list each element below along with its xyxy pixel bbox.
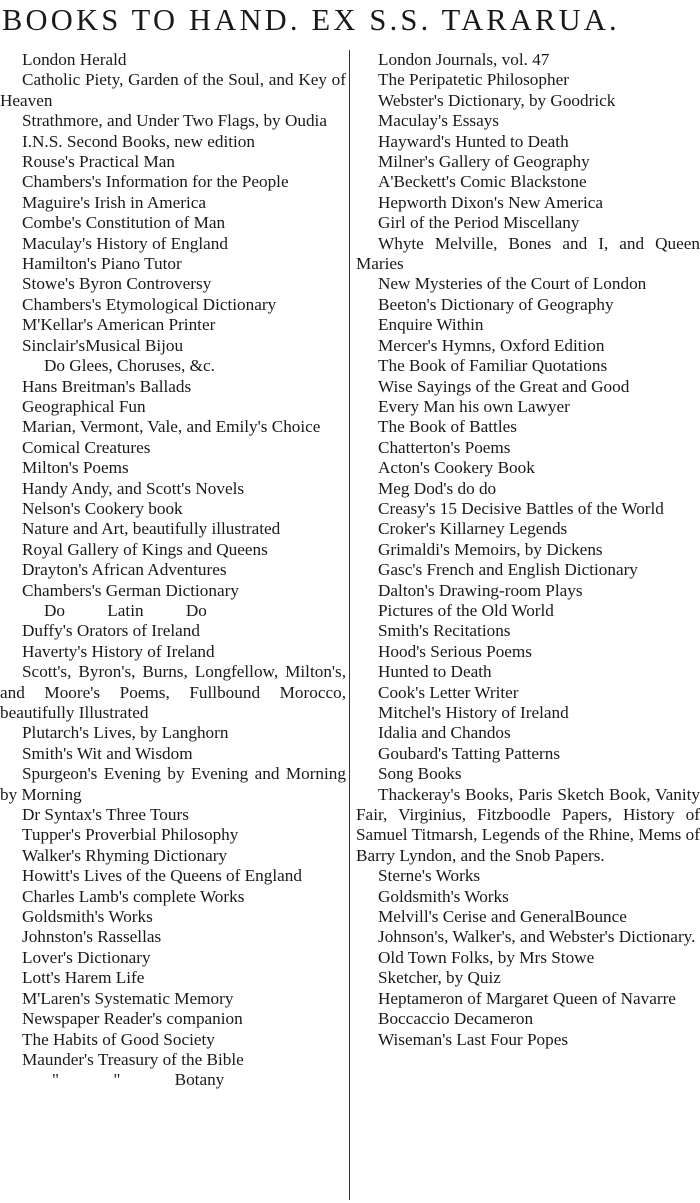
list-item: Newspaper Reader's companion <box>22 1009 243 1029</box>
list-item: Scott's, Byron's, Burns, Longfellow, Milton's, and Moore's Poems, Fullbound Morocco, beautifully Illustrated <box>0 662 346 722</box>
list-item: Dr Syntax's Three Tours <box>22 805 189 825</box>
column-divider <box>349 50 350 1200</box>
list-item: Wise Sayings of the Great and Good <box>378 376 630 396</box>
list-item: Walker's Rhyming Dictionary <box>22 845 228 865</box>
list-item: Howitt's Lives of the Queens of England <box>22 866 302 886</box>
list-item: London Herald <box>22 50 127 69</box>
list-item: Meg Dod's do do <box>378 478 497 498</box>
list-item: Sinclair'sMusical Bijou <box>22 335 184 355</box>
list-item: Thackeray's Books, Paris Sketch Book, Vanity Fair, Virginius, Fitzboodle Papers, History of Samuel Titmarsh, Legends of the Rhine, Mems of Barry Lyndon, and the Snob Papers. <box>356 784 700 865</box>
list-item: Rouse's Practical Man <box>22 152 175 172</box>
list-item: Nature and Art, beautifully illustrated <box>22 519 281 539</box>
list-item: Hepworth Dixon's New America <box>378 192 604 212</box>
list-item: Sterne's Works <box>378 866 481 886</box>
list-item: Song Books <box>378 764 462 784</box>
list-item: Cook's Letter Writer <box>378 682 519 702</box>
list-item: Enquire Within <box>378 315 484 335</box>
list-item: Hans Breitman's Ballads <box>22 376 192 396</box>
right-column <box>356 50 700 1050</box>
list-item: Marian, Vermont, Vale, and Emily's Choice <box>22 417 321 437</box>
list-item: Geographical Fun <box>22 396 146 416</box>
list-item: Spurgeon's Evening by Evening and Morning by Morning <box>0 764 346 804</box>
list-item: The Book of Battles <box>378 417 517 437</box>
list-item: Johnson's, Walker's, and Webster's Dictionary. <box>378 927 696 947</box>
list-item: New Mysteries of the Court of London <box>378 274 647 294</box>
list-item: The Peripatetic Philosopher <box>378 70 569 90</box>
list-item: Smith's Recitations <box>378 621 511 641</box>
list-item: Lover's Dictionary <box>22 947 151 967</box>
list-item: Maunder's Treasury of the Bible <box>22 1049 244 1069</box>
list-item: Stowe's Byron Controversy <box>22 274 212 294</box>
list-item: Do Glees, Choruses, &c. <box>44 356 215 376</box>
list-item: Beeton's Dictionary of Geography <box>378 294 614 314</box>
list-item: M'Kellar's American Printer <box>22 315 216 335</box>
list-item: Plutarch's Lives, by Langhorn <box>22 723 229 743</box>
list-item: Gasc's French and English Dictionary <box>378 560 638 580</box>
list-item: Melvill's Cerise and GeneralBounce <box>378 907 627 927</box>
page-title: BOOKS TO HAND. EX S.S. TARARUA. <box>2 3 620 37</box>
list-item: Haverty's History of Ireland <box>22 641 215 661</box>
list-item: Hamilton's Piano Tutor <box>22 254 182 274</box>
list-item: Tupper's Proverbial Philosophy <box>22 825 239 845</box>
list-item: Webster's Dictionary, by Goodrick <box>378 90 616 110</box>
list-item: Comical Creatures <box>22 437 151 457</box>
list-item: Milton's Poems <box>22 458 129 478</box>
list-item: Grimaldi's Memoirs, by Dickens <box>378 539 603 559</box>
list-item: Chambers's German Dictionary <box>22 580 239 600</box>
list-item: Smith's Wit and Wisdom <box>22 743 193 763</box>
list-item: Hayward's Hunted to Death <box>378 131 569 151</box>
list-item: Strathmore, and Under Two Flags, by Oudia <box>22 111 327 131</box>
list-item: Chambers's Etymological Dictionary <box>22 294 277 314</box>
list-item: Croker's Killarney Legends <box>378 519 568 539</box>
list-item: The Book of Familiar Quotations <box>378 356 608 376</box>
list-item: Dalton's Drawing-room Plays <box>378 580 583 600</box>
list-item: Whyte Melville, Bones and I, and Queen Maries <box>356 233 700 274</box>
list-item: Chatterton's Poems <box>378 437 511 457</box>
list-item: Do Latin Do <box>44 600 207 620</box>
list-item: Idalia and Chandos <box>378 723 511 743</box>
list-item: London Journals, vol. 47 <box>378 50 550 69</box>
list-item: " " Botany <box>52 1070 225 1090</box>
list-item: Catholic Piety, Garden of the Soul, and Key of Heaven <box>0 70 346 110</box>
list-item: Handy Andy, and Scott's Novels <box>22 478 245 498</box>
list-item: Goldsmith's Works <box>22 907 153 927</box>
list-item: Wiseman's Last Four Popes <box>378 1029 569 1049</box>
list-item: Drayton's African Adventures <box>22 560 227 580</box>
list-item: The Habits of Good Society <box>22 1029 215 1049</box>
list-item: Pictures of the Old World <box>378 600 554 620</box>
list-item: Hunted to Death <box>378 662 492 682</box>
list-item: Heptameron of Margaret Queen of Navarre <box>378 988 676 1008</box>
list-item: Every Man his own Lawyer <box>378 396 570 416</box>
list-item: Mitchel's History of Ireland <box>378 703 569 722</box>
list-item: Royal Gallery of Kings and Queens <box>22 539 268 559</box>
list-item: Goldsmith's Works <box>378 886 509 906</box>
list-item: Hood's Serious Poems <box>378 641 532 661</box>
list-item: Milner's Gallery of Geography <box>378 152 590 172</box>
list-item: Old Town Folks, by Mrs Stowe <box>378 947 595 967</box>
list-item: Creasy's 15 Decisive Battles of the World <box>378 498 664 518</box>
left-column <box>0 50 346 1091</box>
list-item: Johnston's Rassellas <box>22 927 162 947</box>
list-item: Nelson's Cookery book <box>22 498 183 518</box>
list-item: Girl of the Period Miscellany <box>378 213 580 233</box>
list-item: Charles Lamb's complete Works <box>22 886 245 906</box>
list-item: Acton's Cookery Book <box>378 458 535 478</box>
list-item: Combe's Constitution of Man <box>22 213 226 233</box>
list-item: Boccaccio Decameron <box>378 1009 534 1029</box>
list-item: Lott's Harem Life <box>22 968 145 988</box>
list-item: Goubard's Tatting Patterns <box>378 743 561 763</box>
list-item: M'Laren's Systematic Memory <box>22 988 234 1008</box>
list-item: Sketcher, by Quiz <box>378 968 501 988</box>
list-item: Chambers's Information for the People <box>22 172 289 192</box>
list-item: Duffy's Orators of Ireland <box>22 621 200 641</box>
list-item: I.N.S. Second Books, new edition <box>22 131 255 151</box>
list-item: A'Beckett's Comic Blackstone <box>378 172 587 192</box>
list-item: Maculay's History of England <box>22 233 228 253</box>
list-item: Maculay's Essays <box>378 111 500 131</box>
list-item: Mercer's Hymns, Oxford Edition <box>378 335 605 355</box>
list-item: Maguire's Irish in America <box>22 192 206 212</box>
